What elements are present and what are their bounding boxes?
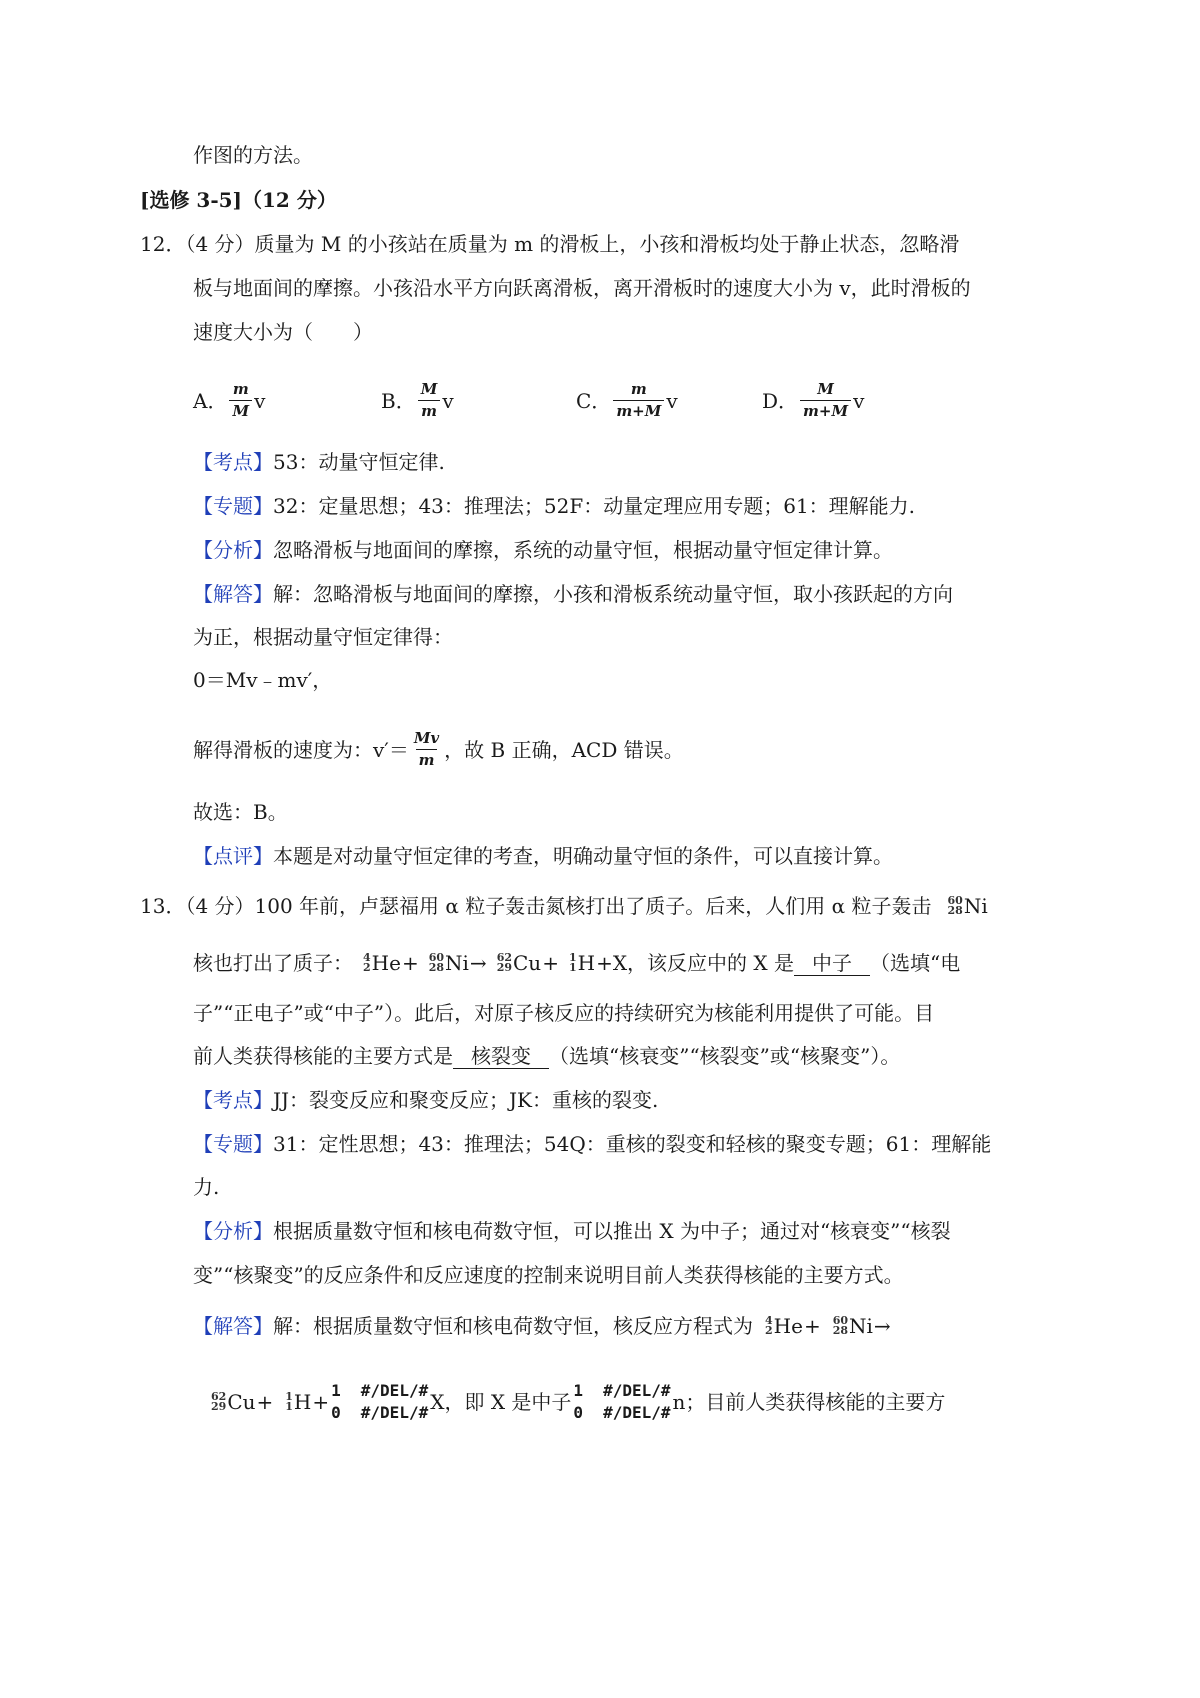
atomic-number: 28 (832, 1324, 849, 1337)
nuclide-h (569, 948, 595, 978)
q12-equation-1: 0＝Mv﹣mv′， (193, 668, 333, 692)
arrow-symbol: → (873, 1314, 891, 1338)
kaodian-tag: 【考点】 (193, 1088, 273, 1112)
fenxi-text: 根据质量数守恒和核电荷数守恒，可以推出 X 为中子；通过对“核衰变”“核裂 (273, 1219, 951, 1243)
mass-number: 62 (211, 1390, 227, 1403)
del-top: #/DEL/# (360, 1381, 429, 1400)
nuclide-h (285, 1387, 311, 1417)
q13-zhuanti-line1 (193, 1129, 991, 1159)
q12-option-a (193, 381, 265, 420)
del-bottom: #/DEL/# (603, 1403, 671, 1422)
answer-blank-1: 中子 (794, 951, 870, 976)
answer-blank-2: 核裂变 (453, 1044, 549, 1069)
jieda-text: 解：根据质量数守恒和核电荷数守恒，核反应方程式为 (273, 1314, 753, 1338)
atomic-number: 28 (947, 904, 963, 917)
q12-equation-2 (193, 730, 684, 769)
option-fraction (613, 381, 664, 420)
q12-jieda-line1 (193, 579, 953, 609)
q13-line2-prefix: 核也打出了质子： (193, 951, 353, 975)
q12-option-c (576, 381, 678, 420)
atomic-number: 1 (568, 961, 577, 974)
mass-number: 4 (363, 951, 371, 964)
nuclide-cu (211, 1387, 256, 1417)
atomic-number: 2 (363, 961, 371, 974)
q12-stem-line3: 速度大小为（ ） (193, 320, 373, 344)
option-label: A． (193, 388, 228, 413)
option-label: C． (576, 388, 612, 413)
q13-stem-line3: 子”“正电子”或“中子”）。此后，对原子核反应的持续研究为核能利用提供了可能。目 (193, 1001, 935, 1025)
option-label: B． (381, 388, 416, 413)
nuclide-symbol: Ni (849, 1314, 873, 1338)
mass-number: 1 (285, 1390, 293, 1403)
nuclide-ni (429, 948, 469, 978)
jieda-text: 解：忽略滑板与地面间的摩擦，小孩和滑板系统动量守恒，取小孩跃起的方向 (273, 582, 953, 606)
nuclide-symbol: Ni (963, 894, 988, 918)
q12-dianping (193, 841, 893, 871)
nuclide-indices (429, 953, 444, 973)
section-title: [选修 3-5]（12 分） (140, 188, 337, 212)
option-suffix: v (666, 388, 678, 413)
nuclide-symbol: Ni (445, 951, 469, 975)
dianping-text: 本题是对动量守恒定律的考查，明确动量守恒的条件，可以直接计算。 (273, 844, 893, 868)
plus-sign: + (542, 951, 559, 975)
atomic-number: 29 (211, 1400, 227, 1413)
fraction-denominator: M (229, 400, 252, 420)
kaodian-text: JJ：裂变反应和聚变反应；JK：重核的裂变. (273, 1088, 659, 1112)
stack-bottom: 0 (573, 1403, 584, 1422)
q13-line2-middle: +X，该反应中的 X 是 (596, 951, 795, 975)
q13-kaodian (193, 1085, 658, 1115)
del-placeholder-stack (361, 1380, 428, 1424)
fenxi-text: 忽略滑板与地面间的摩擦，系统的动量守恒，根据动量守恒定律计算。 (273, 538, 893, 562)
fraction-numerator: m (630, 380, 647, 398)
nuclide-indices (765, 1316, 773, 1336)
zhuanti-tag: 【专题】 (193, 494, 273, 518)
nuclide-symbol: He (773, 1314, 803, 1338)
q12-option-d (762, 381, 864, 420)
q13-line2-suffix: （选填“电 (870, 951, 961, 975)
jieda2-middle: X，即 X 是中子 (430, 1390, 572, 1414)
arrow-symbol: → (469, 951, 487, 975)
nuclide-symbol: He (371, 951, 401, 975)
q12-jieda-line2: 为正，根据动量守恒定律得： (193, 625, 453, 649)
neutron-index-stack (573, 1380, 583, 1424)
zhuanti-tag: 【专题】 (193, 1132, 273, 1156)
q13-fenxi-line1 (193, 1216, 951, 1246)
nuclide-indices (497, 953, 512, 973)
option-fraction (229, 381, 252, 420)
del-placeholder-stack (603, 1380, 670, 1424)
del-bottom: #/DEL/# (360, 1403, 429, 1422)
eq2-prefix: 解得滑板的速度为：v′＝ (193, 737, 409, 762)
kaodian-tag: 【考点】 (193, 450, 273, 474)
fraction-numerator: Mv (413, 729, 440, 747)
q13-fenxi-line2: 变”“核聚变”的反应条件和反应速度的控制来说明目前人类获得核能的主要方式。 (193, 1263, 904, 1287)
previous-text-line: 作图的方法。 (193, 143, 313, 167)
option-suffix: v (442, 388, 454, 413)
fraction-denominator: m+M (800, 400, 851, 420)
stack-top: 1 (331, 1381, 341, 1400)
nuclide-symbol: H (293, 1390, 312, 1414)
stack-top: 1 (573, 1381, 584, 1400)
mass-number: 60 (947, 894, 963, 907)
q12-kaodian (193, 447, 445, 477)
mass-number: 1 (568, 951, 577, 964)
option-label: D． (762, 388, 799, 413)
q13-stem-line2 (193, 948, 960, 978)
fraction-denominator: m (416, 749, 438, 769)
q12-option-b (381, 381, 454, 420)
q12-fenxi (193, 535, 893, 565)
mass-number: 4 (765, 1314, 773, 1327)
nuclide-indices (211, 1392, 226, 1412)
q13-jieda-line2 (210, 1380, 945, 1424)
q12-stem-line2: 板与地面间的摩擦。小孩沿水平方向跃离滑板，离开滑板时的速度大小为 v，此时滑板的 (193, 276, 971, 300)
mass-number: 60 (832, 1314, 849, 1327)
nuclide-symbol: H (577, 951, 596, 975)
zhuanti-text: 31：定性思想；43：推理法；54Q：重核的裂变和轻核的聚变专题；61：理解能 (273, 1132, 992, 1156)
fraction-denominator: m (418, 400, 440, 420)
fraction-numerator: M (817, 380, 834, 398)
q12-zhuanti (193, 491, 915, 521)
stack-bottom: 0 (331, 1403, 341, 1422)
plus-sign: + (312, 1390, 330, 1414)
fenxi-tag: 【分析】 (193, 538, 273, 562)
q12-stem-line1: 12．（4 分）质量为 M 的小孩站在质量为 m 的滑板上，小孩和滑板均处于静止状态，忽略滑 (140, 232, 960, 256)
nuclide-he (765, 1311, 803, 1341)
plus-sign: + (256, 1390, 274, 1414)
zhuanti-text: 32：定量思想；43：推理法；52F：动量定理应用专题；61：理解能力. (273, 494, 916, 518)
neutron-index-stack (331, 1380, 341, 1424)
q13-line4-suffix: （选填“核衰变”“核裂变”或“核聚变”）。 (549, 1044, 901, 1068)
nuclide-indices (833, 1316, 848, 1336)
atomic-number: 1 (285, 1400, 293, 1413)
option-suffix: v (254, 388, 266, 413)
q13-line1-text: 13．（4 分）100 年前，卢瑟福用 α 粒子轰击氮核打出了质子。后来，人们用 α 粒子轰击 (140, 894, 932, 918)
mass-number: 60 (428, 951, 445, 964)
fraction-denominator: m+M (613, 400, 664, 420)
jieda2-suffix: n；目前人类获得核能的主要方 (672, 1390, 946, 1414)
eq2-fraction (411, 730, 442, 769)
q13-line4-prefix: 前人类获得核能的主要方式是 (193, 1044, 453, 1068)
q13-jieda-line1 (193, 1311, 891, 1341)
fenxi-tag: 【分析】 (193, 1219, 273, 1243)
mass-number: 62 (496, 951, 512, 964)
jieda-tag: 【解答】 (193, 582, 273, 606)
q13-zhuanti-line2: 力. (193, 1175, 220, 1199)
fraction-numerator: M (420, 380, 438, 398)
plus-sign: + (401, 951, 419, 975)
nuclide-indices (285, 1392, 293, 1412)
option-fraction (800, 381, 851, 420)
q12-answer: 故选：B。 (193, 800, 288, 824)
fraction-numerator: m (232, 380, 249, 398)
option-fraction (418, 381, 441, 420)
atomic-number: 2 (765, 1324, 773, 1337)
kaodian-text: 53：动量守恒定律. (273, 450, 445, 474)
del-top: #/DEL/# (603, 1381, 671, 1400)
nuclide-symbol: Cu (513, 951, 542, 975)
option-suffix: v (853, 388, 865, 413)
nuclide-indices (363, 953, 371, 973)
nuclide-indices (948, 896, 963, 916)
q13-stem-line4 (193, 1041, 900, 1071)
q13-stem-line1 (140, 891, 989, 921)
nuclide-cu (497, 948, 542, 978)
jieda-tag: 【解答】 (193, 1314, 273, 1338)
eq2-suffix: ，故 B 正确，ACD 错误。 (444, 737, 684, 762)
plus-sign: + (803, 1314, 821, 1338)
atomic-number: 29 (496, 961, 512, 974)
dianping-tag: 【点评】 (193, 844, 273, 868)
nuclide-ni (948, 891, 988, 921)
atomic-number: 28 (428, 961, 445, 974)
nuclide-indices (569, 953, 577, 973)
nuclide-he (363, 948, 401, 978)
nuclide-symbol: Cu (227, 1390, 256, 1414)
nuclide-ni (833, 1311, 873, 1341)
